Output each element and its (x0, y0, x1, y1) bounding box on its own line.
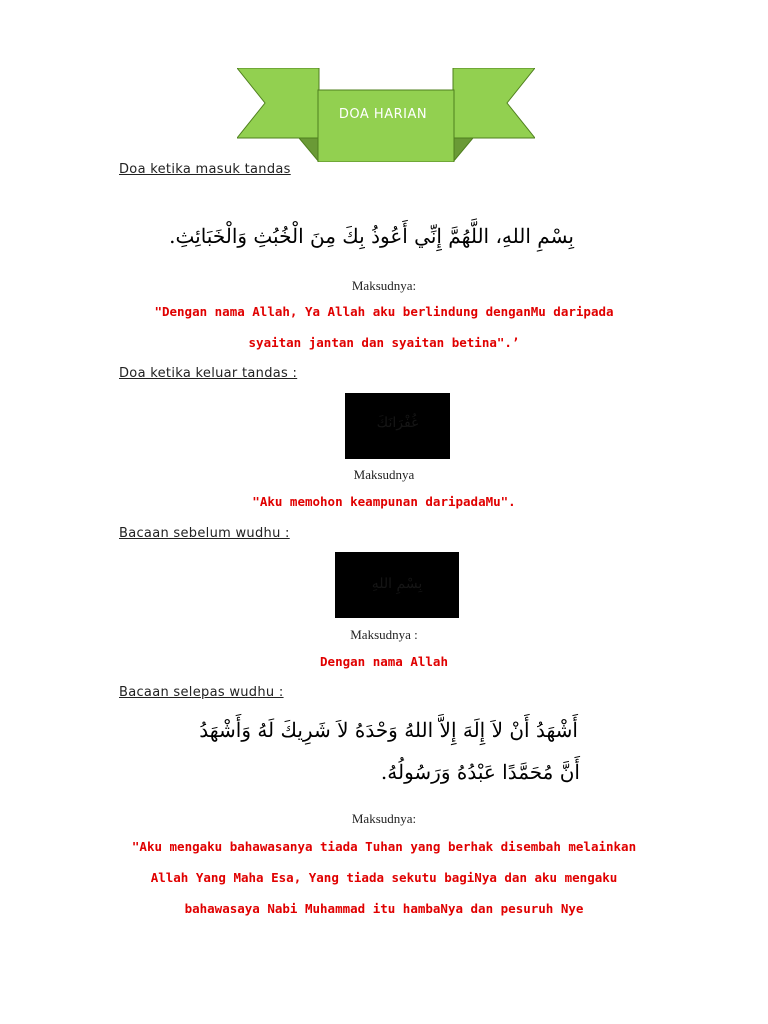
arabic-syahadah-line-1: أَشْهَدُ أَنْ لاَ إِلَهَ إِلاَّ اللهُ وَحْدَهُ لاَ شَرِيكَ لَهُ وَأَشْهَدُ (199, 718, 578, 742)
banner-right-fold (453, 138, 473, 162)
arabic-doa-masuk-tandas: بِسْمِ اللهِ، اللَّهُمَّ إِنِّي أَعُوذُ بِكَ مِنَ الْخُبُثِ وَالْخَبَائِثِ. (169, 224, 574, 248)
translation-keluar-tandas: "Aku memohon keampunan daripadaMu". (252, 494, 516, 509)
section-heading-selepas-wudhu: Bacaan selepas wudhu : (119, 685, 284, 700)
arabic-image-ghufranaka (345, 393, 450, 459)
translation-sebelum-wudhu: Dengan nama Allah (320, 654, 448, 669)
maksudnya-label: Maksudnya: (351, 811, 417, 826)
translation-line-2: syaitan jantan dan syaitan betina".’ (248, 335, 520, 350)
translation-line-2: Allah Yang Maha Esa, Yang tiada sekutu bagiNya dan aku mengaku (150, 870, 618, 885)
image-arabic-text: غُفْرَانَكَ (376, 415, 419, 431)
section-heading-masuk-tandas: Doa ketika masuk tandas (119, 162, 291, 177)
banner-right-tail (453, 68, 535, 138)
maksudnya-label: Maksudnya : (350, 627, 418, 642)
banner-left-tail (237, 68, 319, 138)
section-heading-sebelum-wudhu: Bacaan sebelum wudhu : (119, 526, 290, 541)
banner-left-fold (299, 138, 319, 162)
maksudnya-label: Maksudnya (353, 467, 415, 482)
translation-line-1: "Dengan nama Allah, Ya Allah aku berlindung denganMu daripada (154, 304, 614, 319)
arabic-syahadah-line-2: أَنَّ مُحَمَّدًا عَبْدُهُ وَرَسُولُهُ. (380, 760, 580, 784)
banner-title: DOA HARIAN (338, 106, 428, 122)
maksudnya-label: Maksudnya: (351, 278, 417, 293)
section-heading-keluar-tandas: Doa ketika keluar tandas : (119, 366, 298, 381)
arabic-image-bismillah (335, 552, 459, 618)
translation-line-3: bahawasaya Nabi Muhammad itu hambaNya dan pesuruh Nye (184, 901, 584, 916)
translation-line-1: "Aku mengaku bahawasanya tiada Tuhan yang berhak disembah melainkan (131, 839, 637, 854)
image-arabic-text: بِسْمِ اللهِ (371, 576, 423, 592)
